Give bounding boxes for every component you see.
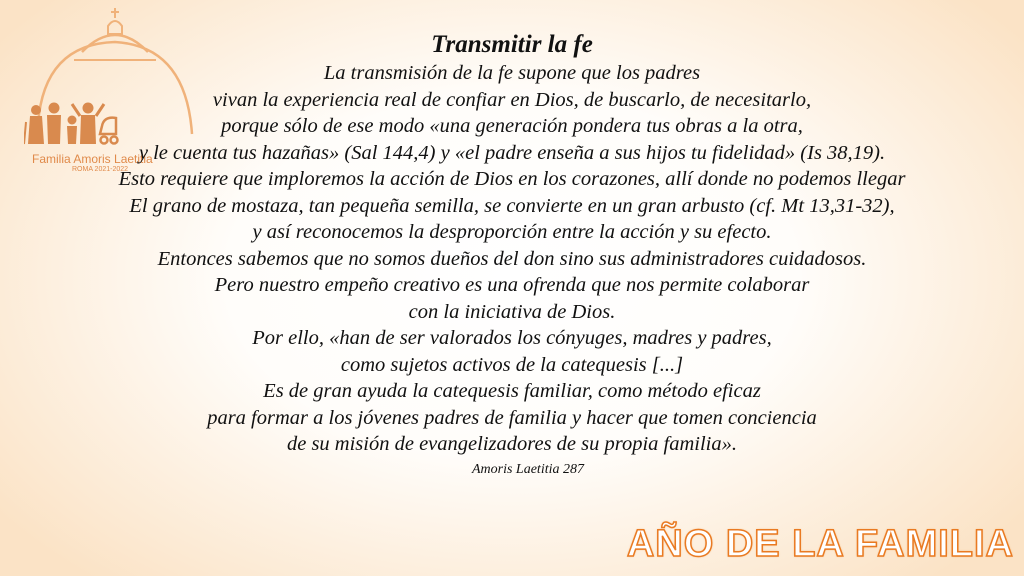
quote-line: Es de gran ayuda la catequesis familiar, como método eficaz (263, 380, 761, 402)
quote-line: de su misión de evangelizadores de su propia familia». (286, 433, 737, 455)
quote-line: Por ello, «han de ser valorados los cónyuges, madres y padres, (252, 327, 772, 349)
quote-line: y le cuenta tus hazañas» (Sal 144,4) y «el padre enseña a sus hijos tu fidelidad» (Is 38,19). (138, 141, 886, 164)
year-of-family-banner: AÑO DE LA FAMILIA (626, 523, 1014, 565)
logo-subtitle: ROMA 2021-2022 (72, 166, 129, 173)
quote-line: vivan la experiencia real de confiar en Dios, de buscarlo, de necesitarlo, (212, 88, 812, 111)
quote-line: y así reconocemos la desproporción entre la acción y su efecto. (252, 221, 772, 243)
quote-line: Pero nuestro empeño creativo es una ofrenda que nos permite colaborar (214, 274, 810, 296)
quote-line: con la iniciativa de Dios. (408, 300, 616, 323)
quote-line: como sujetos activos de la catequesis [...] (340, 353, 684, 376)
quote-source: Amoris Laetitia 287 (471, 461, 584, 477)
quote-line: para formar a los jóvenes padres de familia y hacer que tomen conciencia (207, 406, 817, 429)
logo-name: Familia Amoris Laetitia (32, 152, 153, 166)
quote-block (0, 30, 1024, 480)
quote-line: Esto requiere que imploremos la acción de Dios en los corazones, allí donde no podemos llegar (118, 168, 906, 190)
quote-line: porque sólo de ese modo «una generación pondera tus obras a la otra, (221, 115, 803, 137)
quote-line: Entonces sabemos que no somos dueños del don sino sus administradores cuidadosos. (157, 247, 867, 270)
quote-line: La transmisión de la fe supone que los padres (323, 62, 701, 84)
quote-title: Transmitir la fe (431, 31, 593, 58)
quote-line: El grano de mostaza, tan pequeña semilla, se convierte en un gran arbusto (cf. Mt 13,31-32), (129, 194, 895, 217)
